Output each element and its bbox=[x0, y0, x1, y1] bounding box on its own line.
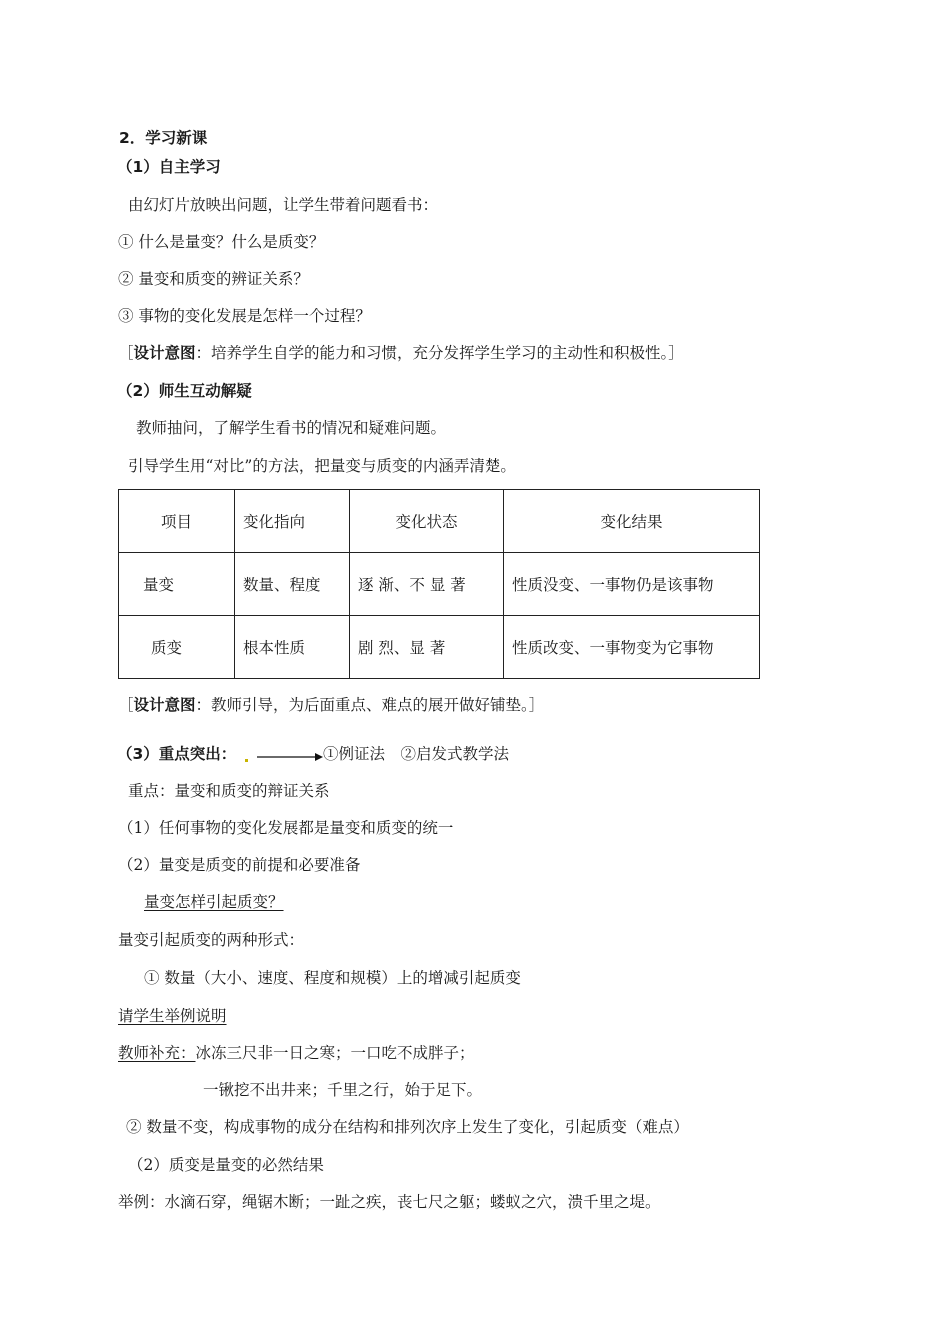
comparison-table bbox=[118, 489, 760, 679]
key-point-2: （2）量变是质变的前提和必要准备 bbox=[118, 856, 361, 874]
table-row bbox=[119, 553, 760, 616]
paragraph-1: 教师抽问，了解学生看书的情况和疑难问题。 bbox=[136, 419, 447, 437]
note-key: 设计意图 bbox=[133, 696, 196, 714]
table-cell: 根本性质 bbox=[235, 616, 350, 679]
note-bracket: ［ bbox=[118, 344, 134, 362]
table-cell: 性质改变、一事物变为它事物 bbox=[504, 616, 760, 679]
examples: 举例：水滴石穿，绳锯木断；一趾之疾，丧七尺之躯；蝼蚁之穴，溃千里之堤。 bbox=[118, 1193, 661, 1211]
arrow-right-icon bbox=[257, 752, 323, 762]
table-header-row bbox=[119, 490, 760, 553]
note-text: ：培养学生自学的能力和习惯，充分发挥学生学习的主动性和积极性。］ bbox=[195, 344, 684, 362]
table-header-cell: 变化结果 bbox=[504, 490, 760, 553]
note-text: ：教师引导，为后面重点、难点的展开做好铺垫。］ bbox=[195, 696, 545, 714]
design-note-2 bbox=[118, 695, 544, 715]
form-1: ① 数量（大小、速度、程度和规模）上的增减引起质变 bbox=[144, 969, 521, 987]
note-key: 设计意图 bbox=[133, 344, 196, 362]
teaching-methods: ①例证法 ②启发式教学法 bbox=[323, 745, 510, 763]
table-cell: 剧 烈、显 著 bbox=[350, 616, 504, 679]
table-header-cell: 项目 bbox=[119, 490, 235, 553]
question-3: ③ 事物的变化发展是怎样一个过程？ bbox=[118, 307, 371, 325]
ask-examples: 请学生举例说明 bbox=[118, 1007, 227, 1025]
intro-text: 由幻灯片放映出问题，让学生带着问题看书： bbox=[128, 196, 439, 214]
teacher-supplement-1 bbox=[118, 1043, 475, 1063]
paragraph-2: 引导学生用“对比”的方法，把量变与质变的内涵弄清楚。 bbox=[128, 457, 516, 475]
teacher-supplement-2: 一锹挖不出井来；千里之行，始于足下。 bbox=[203, 1081, 483, 1099]
table-cell: 数量、程度 bbox=[235, 553, 350, 616]
teacher-text-1: 冰冻三尺非一日之寒；一口吃不成胖子； bbox=[195, 1044, 475, 1062]
table-cell: 性质没变、一事物仍是该事物 bbox=[504, 553, 760, 616]
question-2: ② 量变和质变的辨证关系？ bbox=[118, 270, 309, 288]
form-2: ② 数量不变，构成事物的成分在结构和排列次序上发生了变化，引起质变（难点） bbox=[126, 1118, 689, 1136]
note-bracket: ［ bbox=[118, 696, 134, 714]
table-header-cell: 变化指向 bbox=[235, 490, 350, 553]
question-1: ① 什么是量变？什么是质变？ bbox=[118, 233, 325, 251]
guiding-question: 量变怎样引起质变？ bbox=[144, 893, 284, 911]
subheading-self-study: （1）自主学习 bbox=[117, 158, 221, 176]
key-point: 重点：量变和质变的辩证关系 bbox=[128, 782, 330, 800]
subheading-key-points: （3）重点突出： bbox=[117, 745, 237, 763]
table-cell: 质变 bbox=[119, 616, 235, 679]
section-title: 2．学习新课 bbox=[119, 129, 208, 147]
table-header-cell: 变化状态 bbox=[350, 490, 504, 553]
key-point-3: （2）质变是量变的必然结果 bbox=[128, 1156, 324, 1174]
subheading-interaction: （2）师生互动解疑 bbox=[117, 382, 252, 400]
two-forms-heading: 量变引起质变的两种形式： bbox=[118, 931, 305, 949]
marker-dot bbox=[245, 759, 248, 762]
table-row bbox=[119, 616, 760, 679]
teacher-label: 教师补充： bbox=[118, 1044, 196, 1062]
key-point-1: （1）任何事物的变化发展都是量变和质变的统一 bbox=[118, 819, 454, 837]
table-cell: 逐 渐、不 显 著 bbox=[350, 553, 504, 616]
table-cell: 量变 bbox=[119, 553, 235, 616]
design-note-1 bbox=[118, 343, 684, 363]
